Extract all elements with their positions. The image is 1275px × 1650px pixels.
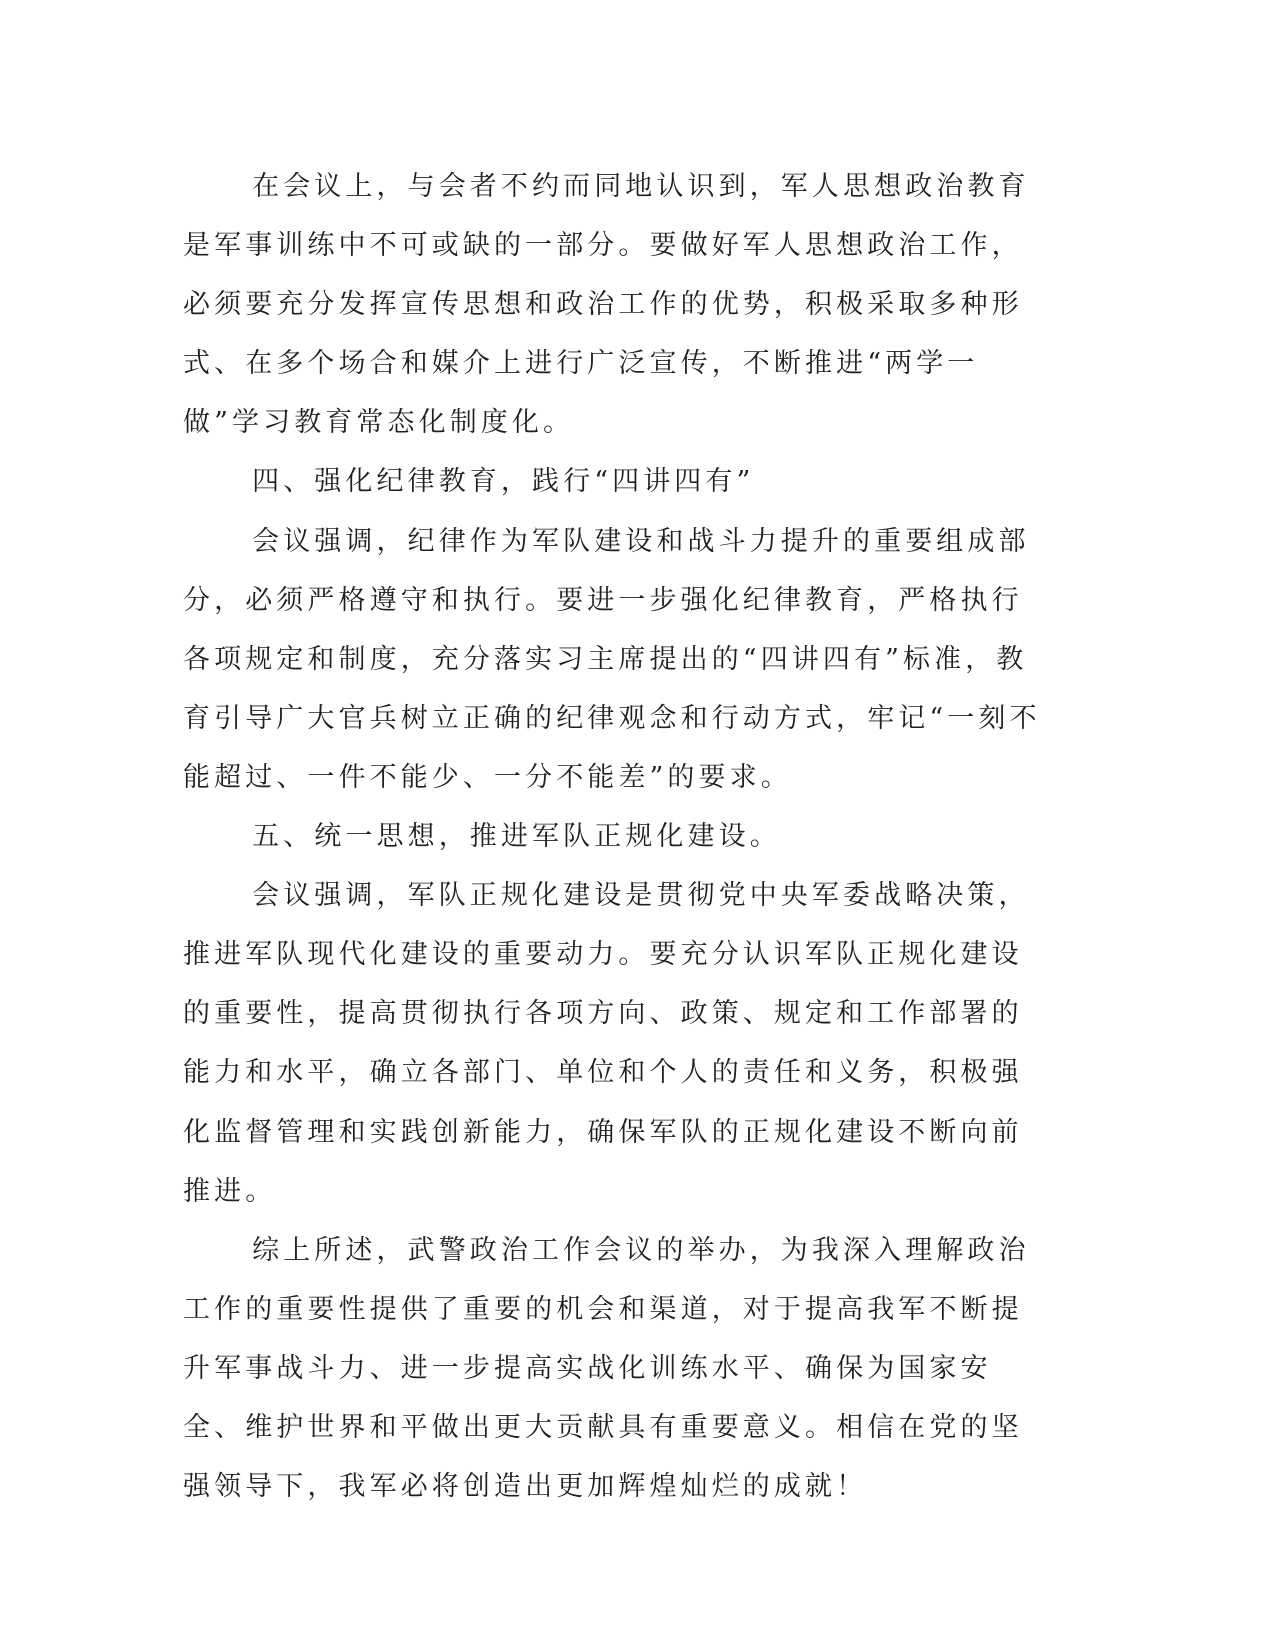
document-body — [183, 157, 1043, 1516]
heading-section-five: 五、统一思想，推进军队正规化建设。 — [252, 821, 781, 853]
paragraph-discipline: 会议强调，纪律作为军队建设和战斗力提升的重要组成部分，必须严格遵守和执行。要进一步强化纪律教育，严格执行各项规定和制度，充分落实习主席提出的“四讲四有”标准，教育引导广大官兵树立正确的纪律观念和行动方式，牢记“一刻不能超过、一件不能少、一分不能差”的要求。 — [183, 525, 1041, 793]
paragraph-political-education: 在会议上，与会者不约而同地认识到，军人思想政治教育是军事训练中不可或缺的一部分。要做好军人思想政治工作，必须要充分发挥宣传思想和政治工作的优势，积极采取多种形式、在多个场合和媒介上进行广泛宣传，不断推进“两学一做”学习教育常态化制度化。 — [183, 171, 1030, 439]
paragraph-regularization: 会议强调，军队正规化建设是贯彻党中央军委战略决策，推进军队现代化建设的重要动力。要充分认识军队正规化建设的重要性，提高贯彻执行各项方向、政策、规定和工作部署的能力和水平，确立各部门、单位和个人的责任和义务，积极强化监督管理和实践创新能力，确保军队的正规化建设不断向前推进。 — [183, 880, 1030, 1207]
paragraph-conclusion: 综上所述，武警政治工作会议的举办，为我深入理解政治工作的重要性提供了重要的机会和渠道，对于提高我军不断提升军事战斗力、进一步提高实战化训练水平、确保为国家安全、维护世界和平做出更大贡献具有重要意义。相信在党的坚强领导下，我军必将创造出更加辉煌灿烂的成就！ — [183, 1234, 1030, 1503]
heading-section-four: 四、强化纪律教育，践行“四讲四有” — [252, 466, 755, 498]
